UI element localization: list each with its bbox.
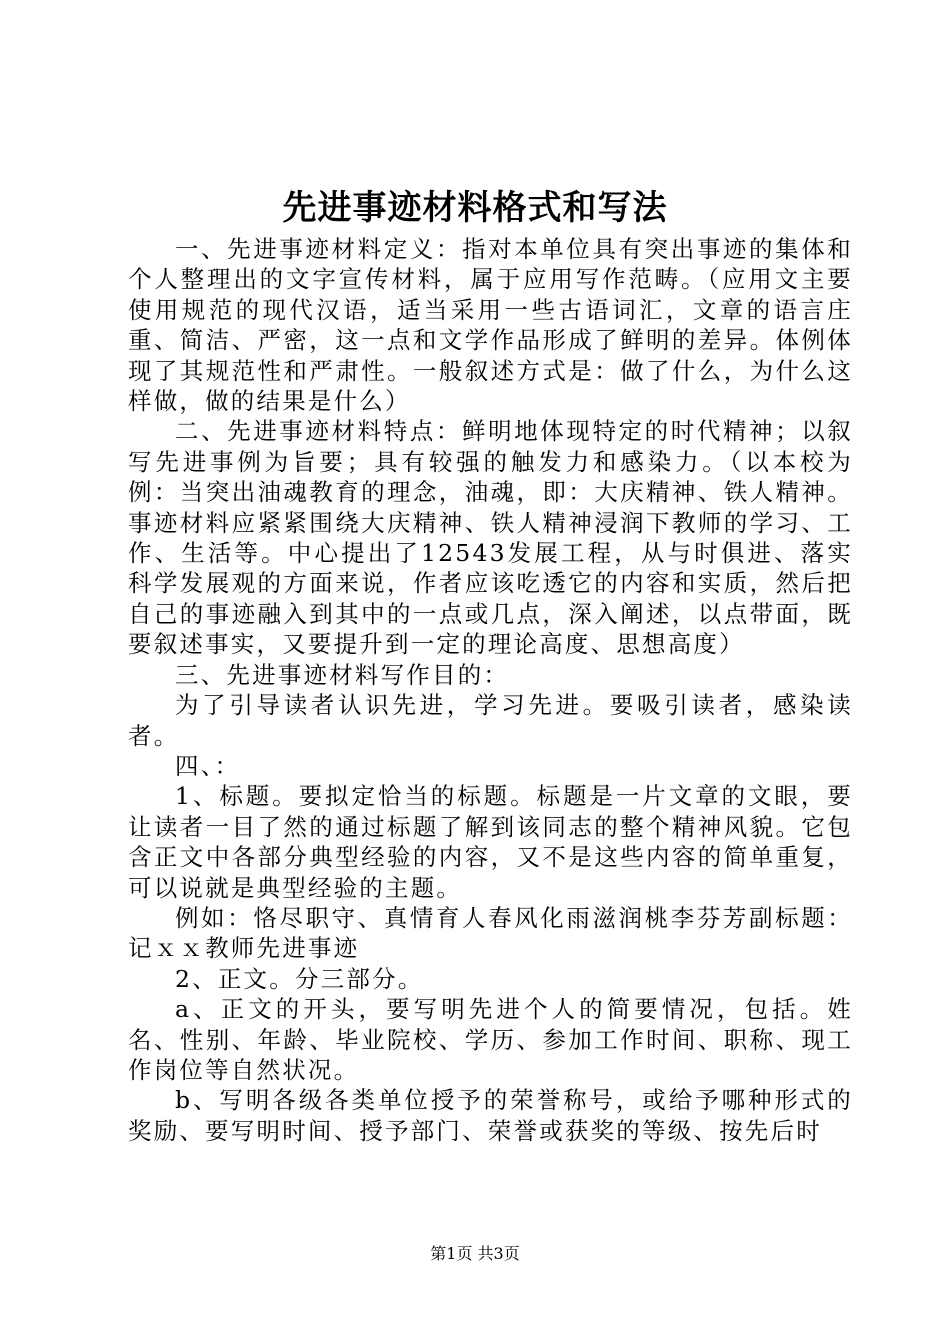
paragraph-section-four: 四、： <box>175 751 241 780</box>
paragraph-body-parts: 2、正文。分三部分。 <box>175 964 424 993</box>
paragraph-characteristics: 二、先进事迹材料特点：鲜明地体现特定的时代精神；以叙写先进事例为旨要；具有较强的触发力和感染力。（以本校为例：当突出油魂教育的理念，油魂，即：大庆精神、铁人精神。事迹材料应紧紧围绕大庆精神、铁人精神浸润下教师的学习、工作、生活等。中心提出了12543发展工程，从与时俱进、落实科学发展观的方面来说，作者应该吃透它的内容和实质，然后把自己的事迹融入到其中的一点或几点，深入阐述，以点带面，既要叙述事实，又要提升到一定的理论高度、思想高度） <box>128 417 853 659</box>
page-number: 第1页 共3页 <box>430 1244 520 1263</box>
document-body <box>128 234 853 1146</box>
paragraph-honors: b、写明各级各类单位授予的荣誉称号，或给予哪种形式的奖励、要写明时间、授予部门、荣誉或获奖的等级、按先后时 <box>128 1086 853 1145</box>
paragraph-purpose: 为了引导读者认识先进，学习先进。要吸引读者，感染读者。 <box>128 691 853 750</box>
paragraph-title-guidance: 1、标题。要拟定恰当的标题。标题是一片文章的文眼，要让读者一目了然的通过标题了解到该同志的整个精神风貌。它包含正文中各部分典型经验的内容，又不是这些内容的简单重复，可以说就是典型经验的主题。 <box>128 782 853 902</box>
paragraph-example: 例如：恪尽职守、真情育人春风化雨滋润桃李芬芳副标题：记ｘｘ教师先进事迹 <box>128 903 853 963</box>
paragraph-opening: a、正文的开头，要写明先进个人的简要情况，包括。姓名、性别、年龄、毕业院校、学历、参加工作时间、职称、现工作岗位等自然状况。 <box>128 995 853 1084</box>
paragraph-definition: 一、先进事迹材料定义：指对本单位具有突出事迹的集体和个人整理出的文字宣传材料，属于应用写作范畴。（应用文主要使用规范的现代汉语，适当采用一些古语词汇，文章的语言庄重、简洁、严密，这一点和文学作品形成了鲜明的差异。体例体现了其规范性和严肃性。一般叙述方式是：做了什么，为什么这样做，做的结果是什么） <box>128 235 853 416</box>
document-title: 先进事迹材料格式和写法 <box>282 188 668 228</box>
paragraph-purpose-heading: 三、先进事迹材料写作目的： <box>175 660 510 689</box>
